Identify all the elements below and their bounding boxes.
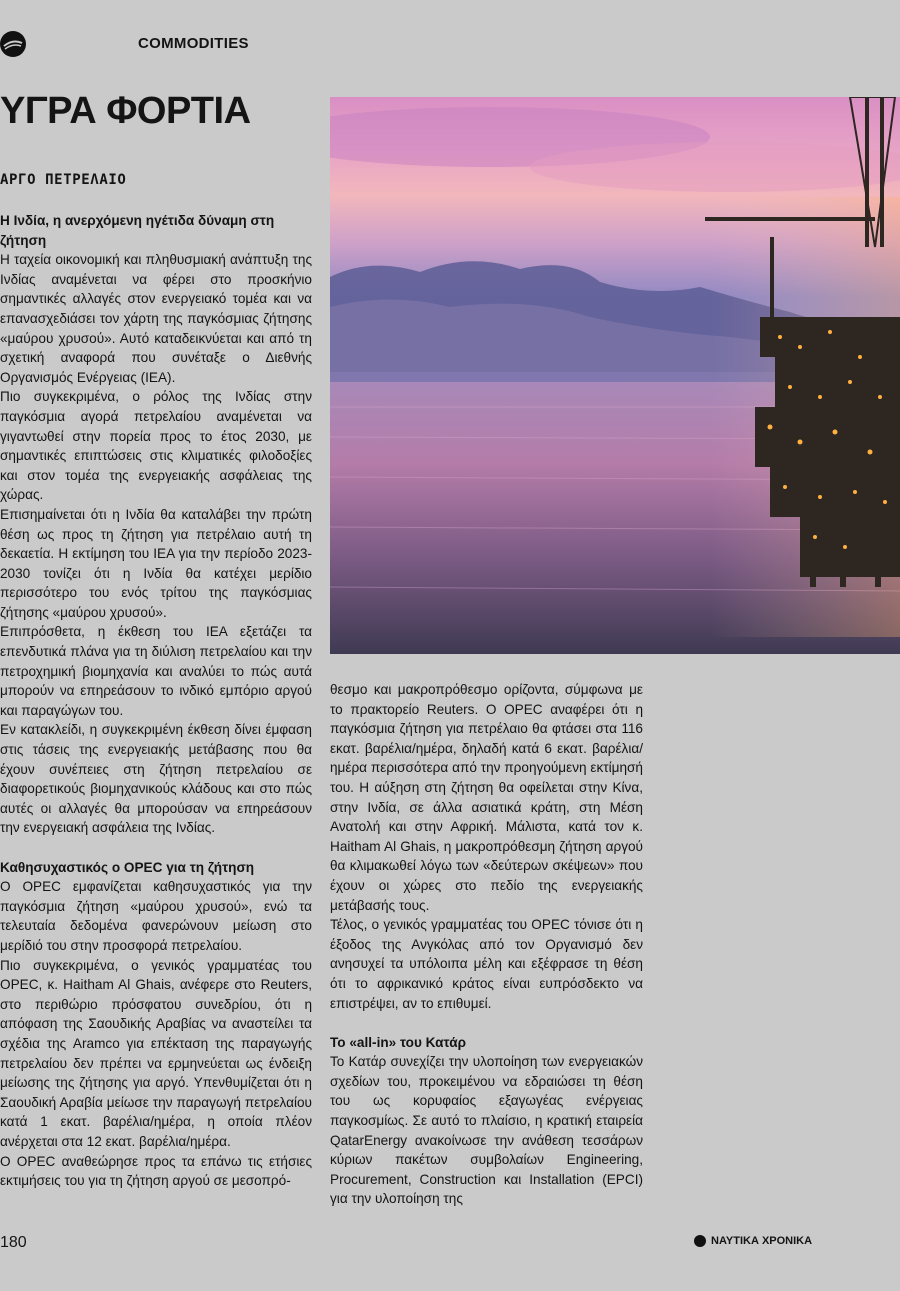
paragraph: Το Κατάρ συνεχίζει την υλοποίηση των ενεργειακών σχεδίων του, προκειμένου να εδραιώσει τη θέση του ως κορυφαίος εξαγωγέας ενέργειας παγκοσμίως. Σε αυτό το πλαίσιο, η κρατική εταιρεία QatarEnergy ανακοίνωσε την ανάθεση τεσσάρων κύριων πακέτων συμβολαίων Engineering, Procurement, Construction και Installation (EPCI) για την υλοποίηση της: [330, 1054, 643, 1207]
paragraph: Πιο συγκεκριμένα, ο ρόλος της Ινδίας στην παγκόσμια αγορά πετρελαίου αναμένεται να γιγαντωθεί στην πορεία προς το έτος 2030, με σημαντικές επιπτώσεις στις κλιματικές φιλοδοξίες και στον τομέα της ενεργειακής ασφάλειας της χώρας.: [0, 389, 312, 503]
brand-mark-icon: [694, 1235, 706, 1247]
article-subtitle: ΑΡΓΟ ΠΕΤΡΕΛΑΙΟ: [0, 172, 127, 188]
section-heading: Καθησυχαστικός ο OPEC για τη ζήτηση: [0, 859, 255, 875]
paragraph: Τέλος, ο γενικός γραμματέας του OPEC τόνισε ότι η έξοδος της Ανγκόλας από τον Οργανισμό δεν ανησυχεί τα υπόλοιπα μέλη και εξέφρασε τη θέση ότι το αφρικανικό κράτος είναι ευπρόσδεκτο να επιστρέψει, αν το επιθυμεί.: [330, 917, 643, 1011]
offshore-platform-photo: [330, 97, 900, 654]
page-number: 180: [0, 1234, 27, 1251]
paragraph: Εν κατακλείδι, η συγκεκριμένη έκθεση δίνει έμφαση στις τάσεις της ενεργειακής μετάβασης που θα έχουν συνέπειες στη ζήτηση πετρελαίου σε διαφορετικούς βιομηχανικούς κλάδους και στο πώς αυτές οι αλλαγές θα μπορούσαν να επηρεάσουν την ενεργειακή ασφάλεια της Ινδίας.: [0, 722, 312, 836]
section-heading: Το «all-in» του Κατάρ: [330, 1034, 466, 1050]
footer-brand: [694, 1235, 812, 1247]
section-label: COMMODITIES: [138, 35, 249, 52]
swoosh-logo-icon: [0, 31, 26, 57]
right-text-column: [330, 680, 643, 1209]
paragraph: θεσμο και μακροπρόθεσμο ορίζοντα, σύμφωνα με το πρακτορείο Reuters. Ο OPEC αναφέρει ότι η παγκόσμια ζήτηση για πετρέλαιο θα φτάσει στα 116 εκατ. βαρέλια/ημέρα, δηλαδή κατά 6 εκατ. βαρέλια/ημέρα περισσότερα από την προηγούμενη εκτίμησή του. Η αύξηση στη ζήτηση θα οφείλεται στην Κίνα, στην Ινδία, σε άλλα ασιατικά κράτη, στη Μέση Ανατολή και στην Αφρική. Μάλιστα, κατά τον κ. Haitham Al Ghais, η μακροπρόθεσμη ζήτηση αργού θα κλιμακωθεί λόγω των «δεύτερων σκέψεων» που έχουν οι χώρες στο πεδίο της ενεργειακής μετάβασής τους.: [330, 682, 643, 913]
section-heading: Η Ινδία, η ανερχόμενη ηγέτιδα δύναμη στη ζήτηση: [0, 213, 275, 248]
paragraph: Πιο συγκεκριμένα, ο γενικός γραμματέας του OPEC, κ. Haitham Al Ghais, ανέφερε στο Reuters, στο περιθώριο πρόσφατου συνεδρίου, ότι η απόφαση της Σαουδικής Αραβίας να αναστείλει τα σχέδια της Aramco για επέκταση της παραγωγής πετρελαίου δεν πρέπει να ερμηνεύεται ως ένδειξη μείωσης της ζήτησης για αργό. Υπενθυμίζεται ότι η Σαουδική Αραβία μείωσε την παραγωγή πετρελαίου κατά 1 εκατ. βαρέλια/ημέρα, η οποία πλέον ανέρχεται στα 12 εκατ. βαρέλια/ημέρα.: [0, 957, 312, 1149]
paragraph: Η ταχεία οικονομική και πληθυσμιακή ανάπτυξη της Ινδίας αναμένεται να φέρει στο προσκήνιο σημαντικές αλλαγές στον ενεργειακό τομέα και να επανασχεδιάσει τον χάρτη της παγκόσμιας ζήτησης «μαύρου χρυσού». Αυτό καταδεικνύεται και από τη σχετική αναφορά που συνέταξε ο Διεθνής Οργανισμός Ενέργειας (IEA).: [0, 252, 312, 385]
paragraph: Επιπρόσθετα, η έκθεση του IEA εξετάζει τα επενδυτικά πλάνα για τη διύλιση πετρελαίου και την πετροχημική βιομηχανία και αναλύει το πώς αυτά μπορούν να επηρεάσουν το ινδικό εμπόριο αργού και παραγώγων του.: [0, 624, 312, 718]
paragraph: Ο OPEC εμφανίζεται καθησυχαστικός για την παγκόσμια ζήτηση «μαύρου χρυσού», ενώ τα τελευταία δεδομένα φανερώνουν μείωση στο μερίδιό του στην προσφορά πετρελαίου.: [0, 879, 312, 953]
paragraph: Ο OPEC αναθεώρησε προς τα επάνω τις ετήσιες εκτιμήσεις του για τη ζήτηση αργού σε μεσοπρό-: [0, 1153, 312, 1189]
paragraph: Επισημαίνεται ότι η Ινδία θα καταλάβει την πρώτη θέση ως προς τη ζήτηση για πετρέλαιο αυτή τη δεκαετία. Η εκτίμηση του IEA για την περίοδο 2023-2030 τονίζει ότι η Ινδία θα κατέχει μερίδιο περισσότερο του ενός τρίτου της παγκόσμιας ζήτησης «μαύρου χρυσού».: [0, 506, 312, 620]
brand-name: ΝΑΥΤΙΚΑ ΧΡΟΝΙΚΑ: [711, 1235, 813, 1247]
page-title: ΥΓΡΑ ΦΟΡΤΙΑ: [0, 90, 251, 132]
left-text-column: [0, 211, 312, 1191]
